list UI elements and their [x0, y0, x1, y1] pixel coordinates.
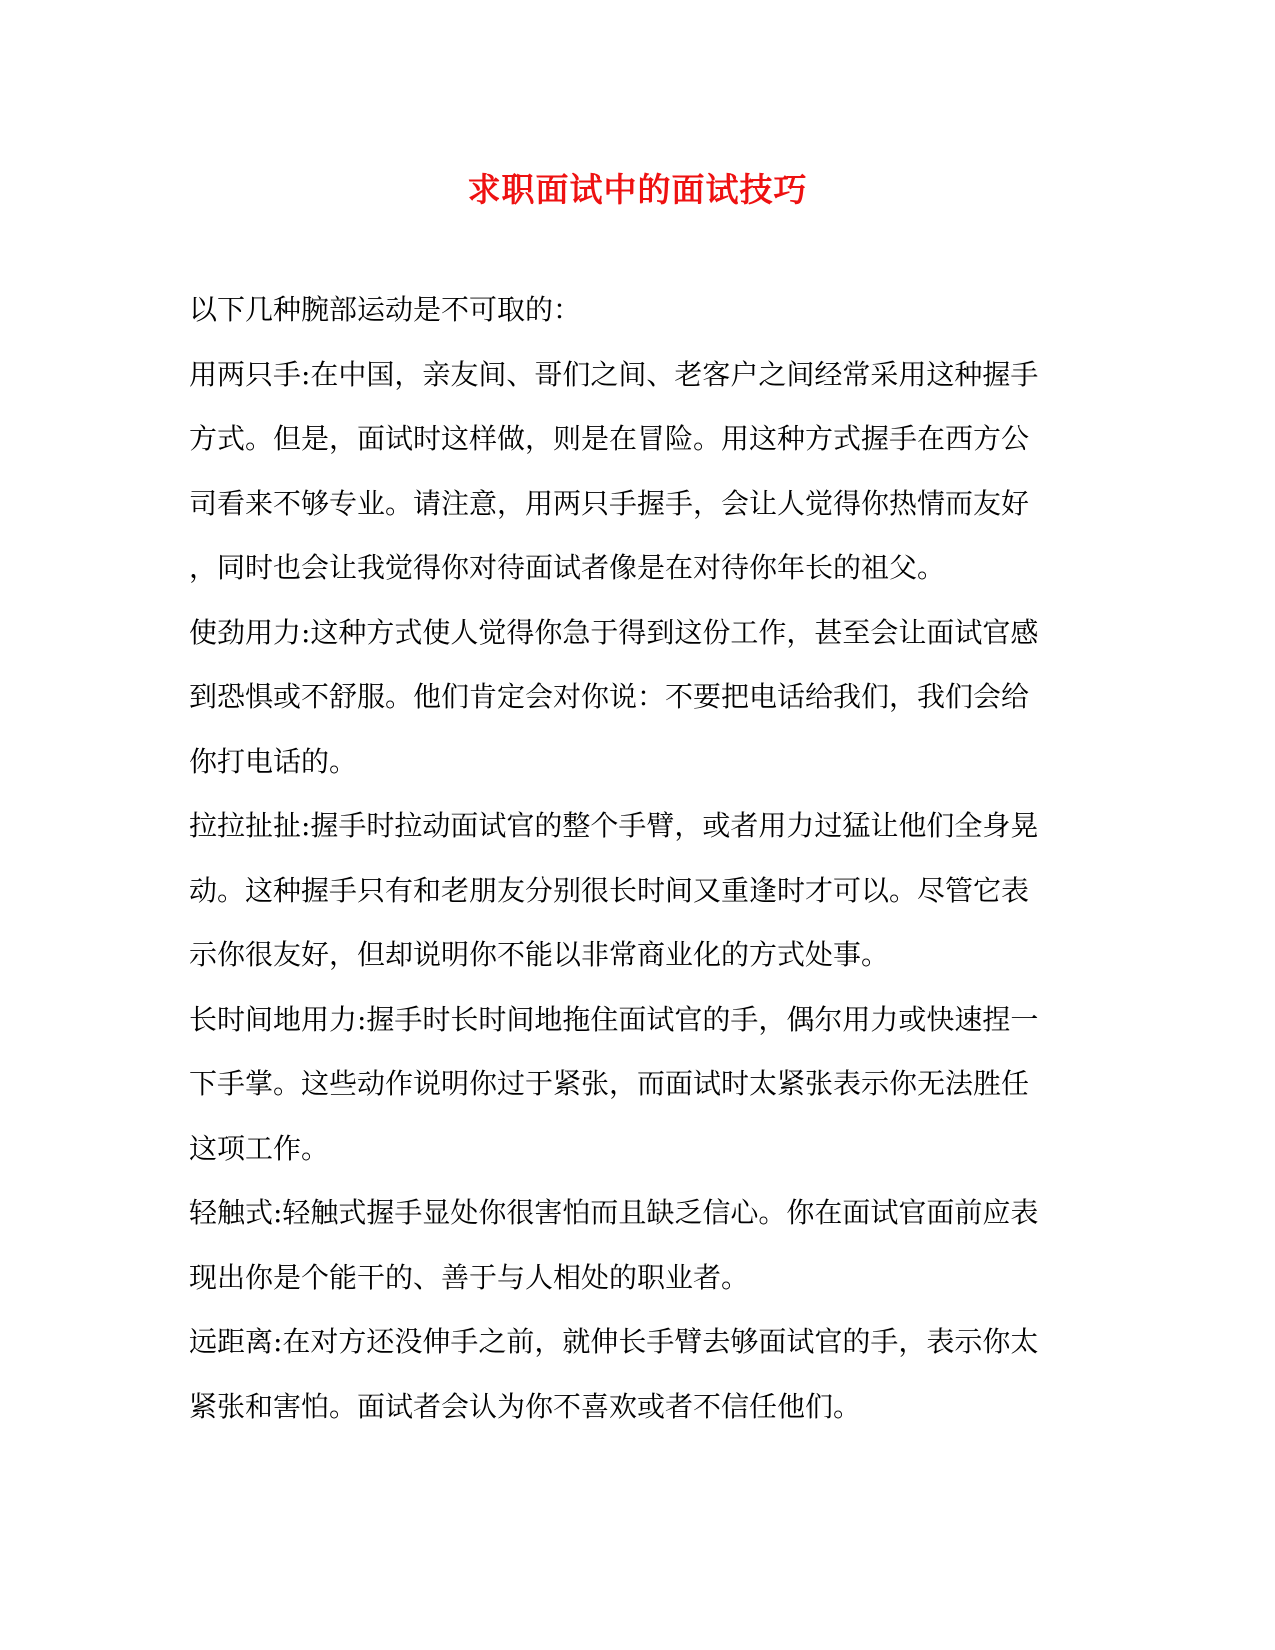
body-line: 长时间地用力:握手时长时间地拖住面试官的手，偶尔用力或快速捏一 [189, 1002, 1039, 1036]
body-line: 你打电话的。 [189, 744, 358, 778]
body-line: 司看来不够专业。请注意，用两只手握手，会让人觉得你热情而友好 [189, 486, 1030, 520]
document-body [189, 278, 1089, 1439]
body-line: 下手掌。这些动作说明你过于紧张，而面试时太紧张表示你无法胜任 [189, 1067, 1030, 1100]
body-line: 到恐惧或不舒服。他们肯定会对你说：不要把电话给我们，我们会给 [189, 680, 1030, 713]
document-title: 求职面试中的面试技巧 [467, 170, 808, 209]
body-line: 现出你是个能干的、善于与人相处的职业者。 [189, 1260, 750, 1294]
body-line: 这项工作。 [189, 1131, 330, 1165]
body-line: 以下几种腕部运动是不可取的： [189, 293, 582, 326]
body-line: 方式。但是，面试时这样做，则是在冒险。用这种方式握手在西方公 [189, 422, 1030, 455]
body-line: 示你很友好，但却说明你不能以非常商业化的方式处事。 [189, 938, 890, 971]
body-line: 用两只手:在中国，亲友间、哥们之间、老客户之间经常采用这种握手 [189, 357, 1039, 391]
body-line: 使劲用力:这种方式使人觉得你急于得到这份工作，甚至会让面试官感 [189, 615, 1039, 649]
body-line: 拉拉扯扯:握手时拉动面试官的整个手臂，或者用力过猛让他们全身晃 [189, 809, 1039, 842]
body-line: 动。这种握手只有和老朋友分别很长时间又重逢时才可以。尽管它表 [189, 873, 1030, 907]
body-line: ，同时也会让我觉得你对待面试者像是在对待你年长的祖父。 [189, 551, 946, 584]
body-line: 紧张和害怕。面试者会认为你不喜欢或者不信任他们。 [189, 1389, 862, 1423]
body-line: 轻触式:轻触式握手显处你很害怕而且缺乏信心。你在面试官面前应表 [189, 1196, 1039, 1229]
body-line: 远距离:在对方还没伸手之前，就伸长手臂去够面试官的手，表示你太 [189, 1325, 1039, 1358]
